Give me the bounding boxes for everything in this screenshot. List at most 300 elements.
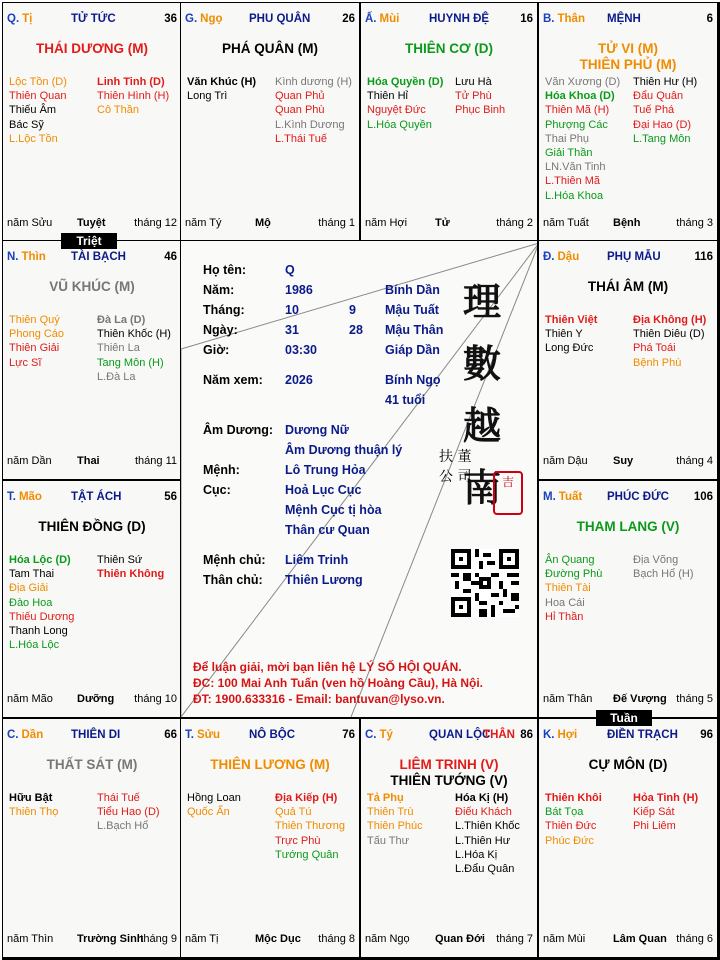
minor-star: L.Thiên Mã xyxy=(545,175,601,188)
qr-code xyxy=(451,549,519,617)
palace-name: NÔ BỘC xyxy=(249,729,295,741)
minor-star: Địa Kiếp (H) xyxy=(275,792,338,804)
palace-position xyxy=(185,729,220,741)
minor-stars-left xyxy=(187,791,241,819)
palace-name: PHỤ MẪU xyxy=(607,251,661,263)
minor-star: Lưu Hà xyxy=(455,76,492,88)
palace-footer xyxy=(365,933,533,947)
heavenly-stem: N. xyxy=(7,251,19,263)
palace-position xyxy=(543,251,579,263)
palace-name: HUYNH ĐỆ xyxy=(429,13,490,25)
earthly-branch: Sửu xyxy=(196,729,220,741)
minor-star: Phúc Đức xyxy=(545,834,594,847)
palace-header xyxy=(7,729,177,743)
palace-cell-ti xyxy=(2,2,182,242)
main-stars xyxy=(539,519,717,535)
minor-star: Hoa Cái xyxy=(545,596,585,609)
palace-footer xyxy=(7,933,177,947)
main-star: THIÊN ĐỒNG (D) xyxy=(38,519,146,534)
minor-stars-right xyxy=(97,313,171,384)
row-am-duong: Âm Dương: Dương Nữ Âm Dương thuận lý xyxy=(203,423,403,457)
cycle-month: tháng 6 xyxy=(676,933,713,945)
minor-star: Bạch Hổ (H) xyxy=(633,568,694,581)
row-menh-chu: Mệnh chủ: Liêm Trinh xyxy=(203,553,349,567)
row-year: Năm: 1986 Bính Dần xyxy=(203,283,440,297)
palace-header xyxy=(543,251,713,265)
main-stars xyxy=(539,41,717,73)
minor-star: Hữu Bật xyxy=(9,792,53,804)
heavenly-stem: G. xyxy=(185,13,198,25)
palace-header xyxy=(185,13,355,27)
main-star: CỰ MÔN (D) xyxy=(588,757,668,772)
palace-header xyxy=(543,729,713,743)
minor-star: L.Đà La xyxy=(97,370,136,383)
row-hour: Giờ: 03:30 Giáp Dần xyxy=(203,343,440,357)
palace-name: THIÊN DI xyxy=(71,729,121,741)
earthly-branch: Thân xyxy=(557,13,585,25)
palace-footer xyxy=(365,217,533,231)
minor-stars-left xyxy=(545,313,597,356)
row-name: Họ tên: Q xyxy=(203,263,295,277)
minor-star: Thiên Sứ xyxy=(97,554,143,566)
palace-footer xyxy=(7,455,177,469)
minor-star: Đường Phù xyxy=(545,568,603,581)
minor-star: Thiên Thọ xyxy=(9,806,59,819)
minor-star: Bát Tọa xyxy=(545,806,584,819)
minor-star: Bác Sỹ xyxy=(9,118,44,131)
minor-stars-left xyxy=(545,553,602,624)
minor-star: Thiên Đức xyxy=(545,820,597,833)
calligraphy-logo: 理 數 越 南 xyxy=(463,279,502,510)
cycle-month: tháng 12 xyxy=(134,217,177,229)
cycle-month: tháng 4 xyxy=(676,455,713,467)
main-star: THIÊN LƯƠNG (M) xyxy=(210,757,330,772)
minor-star: Hóa Khoa (D) xyxy=(545,90,615,103)
life-stage: Bệnh xyxy=(613,217,641,229)
main-stars xyxy=(3,757,181,773)
main-star: THAM LANG (V) xyxy=(576,519,680,534)
minor-star: Thiếu Dương xyxy=(9,610,75,623)
minor-star: L.Tang Môn xyxy=(633,132,691,145)
main-stars xyxy=(361,41,537,57)
minor-stars-left xyxy=(9,313,64,370)
minor-star: Lực Sĩ xyxy=(9,356,42,369)
palace-cell-mao xyxy=(2,480,182,718)
palace-age-number: 66 xyxy=(164,729,177,741)
minor-star: Linh Tinh (D) xyxy=(97,76,165,88)
minor-star: Ân Quang xyxy=(545,554,595,566)
cycle-year: năm Tị xyxy=(185,933,219,945)
minor-star: L.Hóa Khoa xyxy=(545,189,604,202)
minor-star: Thiên Khốc (H) xyxy=(97,328,171,341)
minor-star: Tam Thai xyxy=(9,568,55,581)
palace-age-number: 56 xyxy=(164,491,177,503)
main-star: TỬ VI (M) xyxy=(598,41,658,56)
cycle-month: tháng 11 xyxy=(134,455,177,467)
cycle-month: tháng 7 xyxy=(496,933,533,945)
minor-stars-left xyxy=(367,75,443,132)
palace-header xyxy=(185,729,355,743)
palace-age-number: 6 xyxy=(706,13,713,25)
minor-stars-left xyxy=(9,553,74,652)
heavenly-stem: C. xyxy=(7,729,19,741)
minor-star: Đại Hao (D) xyxy=(633,118,692,131)
minor-star: Hỏa Tinh (H) xyxy=(633,792,699,804)
minor-star: Phong Cáo xyxy=(9,328,65,341)
main-star: PHÁ QUÂN (M) xyxy=(222,41,318,56)
minor-stars-right xyxy=(97,553,164,581)
heavenly-stem: B. xyxy=(543,13,555,25)
earthly-branch: Tị xyxy=(22,13,33,25)
cycle-month: tháng 10 xyxy=(134,693,177,705)
minor-star: Hóa Lộc (D) xyxy=(9,554,71,566)
palace-header xyxy=(365,729,533,743)
main-star: VŨ KHÚC (M) xyxy=(49,279,135,294)
palace-age-number: 16 xyxy=(520,13,533,25)
main-star: THÁI ÂM (M) xyxy=(587,279,669,294)
minor-star: L.Thiên Hư xyxy=(455,834,511,847)
cycle-month: tháng 9 xyxy=(140,933,177,945)
minor-star: Thiếu Âm xyxy=(9,104,57,117)
palace-position xyxy=(365,729,393,741)
cycle-year: năm Ngọ xyxy=(365,933,410,945)
main-stars xyxy=(539,279,717,295)
palace-position xyxy=(7,491,42,503)
minor-star: Thai Phụ xyxy=(545,132,590,145)
minor-star: Địa Không (H) xyxy=(633,314,707,326)
heavenly-stem: T. xyxy=(185,729,194,741)
earthly-branch: Hợi xyxy=(557,729,578,741)
earthly-branch: Mùi xyxy=(379,13,400,25)
minor-stars-left xyxy=(187,75,256,103)
minor-stars-right xyxy=(275,75,352,146)
main-stars xyxy=(361,757,537,789)
palace-header xyxy=(365,13,533,27)
palace-footer xyxy=(543,217,713,231)
minor-star: Thiên Y xyxy=(545,328,583,341)
minor-stars-left xyxy=(545,75,620,203)
life-stage: Lâm Quan xyxy=(613,933,667,945)
minor-star: Thiên Hình (H) xyxy=(97,90,170,103)
palace-cell-dau xyxy=(538,240,718,480)
cycle-year: năm Hợi xyxy=(365,217,408,229)
minor-star: Thiên La xyxy=(97,342,140,355)
minor-star: Quan Phù xyxy=(275,104,325,117)
minor-star: Thiên Không xyxy=(97,568,165,581)
minor-stars-right xyxy=(633,553,694,581)
triet-marker: Triệt xyxy=(61,233,117,249)
heavenly-stem: Đ. xyxy=(543,251,555,263)
palace-name: TẬT ÁCH xyxy=(71,491,122,503)
row-month: Tháng: 10 9 Mậu Tuất xyxy=(203,303,439,317)
palace-position xyxy=(7,251,46,263)
minor-star: Quốc Ấn xyxy=(187,806,230,819)
minor-star: Tướng Quân xyxy=(275,848,339,861)
palace-cell-suu xyxy=(180,718,360,958)
minor-star: Kình dương (H) xyxy=(275,76,352,88)
heavenly-stem: C. xyxy=(365,729,377,741)
minor-star: L.Kình Dương xyxy=(275,118,345,131)
heavenly-stem: K. xyxy=(543,729,555,741)
palace-footer xyxy=(543,693,713,707)
minor-star: Điếu Khách xyxy=(455,806,512,819)
cycle-year: năm Mùi xyxy=(543,933,586,945)
palace-name: TÀI BẠCH xyxy=(71,251,126,263)
minor-stars-right xyxy=(633,313,706,370)
palace-footer xyxy=(185,217,355,231)
minor-star: Thiên Phúc xyxy=(367,820,423,833)
heavenly-stem: T. xyxy=(7,491,16,503)
palace-header xyxy=(7,251,177,265)
minor-star: Nguyệt Đức xyxy=(367,104,426,117)
minor-star: Long Trì xyxy=(187,90,228,103)
earthly-branch: Tý xyxy=(379,729,393,741)
minor-star: Thiên Khôi xyxy=(545,792,602,804)
red-seal-stamp: 吉 xyxy=(493,471,523,515)
minor-star: L.Hóa Quyền xyxy=(367,118,432,131)
minor-star: Thiên Trù xyxy=(367,806,414,819)
minor-star: Địa Giải xyxy=(9,582,49,595)
palace-age-number: 106 xyxy=(693,491,713,503)
palace-footer xyxy=(543,455,713,469)
contact-line: Để luận giải, mời bạn liên hệ LÝ SỐ HỘI QUÁN. xyxy=(193,660,462,674)
palace-position xyxy=(7,729,43,741)
palace-name: PHÚC ĐỨC xyxy=(607,491,669,503)
earthly-branch: Dần xyxy=(21,729,44,741)
palace-cell-mui xyxy=(360,2,538,242)
minor-star: Bệnh Phù xyxy=(633,356,682,369)
minor-star: Hóa Kị (H) xyxy=(455,792,509,804)
main-star: THIÊN TƯỚNG (V) xyxy=(390,773,508,788)
minor-star: Phá Toái xyxy=(633,342,676,355)
minor-stars-right xyxy=(455,75,505,118)
minor-star: Cô Thần xyxy=(97,104,139,117)
minor-star: L.Đẩu Quân xyxy=(455,863,515,876)
tuan-marker: Tuần xyxy=(596,710,652,726)
palace-header xyxy=(7,491,177,505)
palace-footer xyxy=(7,217,177,231)
life-stage: Tử xyxy=(435,217,450,229)
palace-name: PHU QUÂN xyxy=(249,13,311,25)
life-stage: Dưỡng xyxy=(77,693,115,705)
minor-star: Phi Liêm xyxy=(633,820,676,833)
palace-footer xyxy=(7,693,177,707)
palace-header xyxy=(543,13,713,27)
minor-star: Lộc Tồn (D) xyxy=(9,76,67,88)
minor-star: Tiểu Hao (D) xyxy=(97,806,160,819)
palace-age-number: 86 xyxy=(520,729,533,741)
palace-cell-ty xyxy=(360,718,538,958)
row-menh: Mệnh: Lô Trung Hỏa xyxy=(203,463,366,477)
minor-star: Tử Phù xyxy=(455,90,492,103)
minor-star: Tang Môn (H) xyxy=(97,356,164,369)
life-stage: Tuyệt xyxy=(77,217,106,229)
palace-age-number: 26 xyxy=(342,13,355,25)
heavenly-stem: Ấ. xyxy=(365,13,377,25)
cycle-year: năm Dậu xyxy=(543,455,588,467)
minor-star: Địa Võng xyxy=(633,554,679,566)
minor-star: Thiên Hư (H) xyxy=(633,76,698,88)
palace-position xyxy=(7,13,32,25)
minor-star: Tuế Phá xyxy=(633,104,675,117)
minor-stars-left xyxy=(9,791,58,819)
minor-star: L.Hóa Lộc xyxy=(9,639,60,652)
minor-stars-right xyxy=(97,75,169,118)
row-view-year: Năm xem: 2026 Bính Ngọ xyxy=(203,373,441,387)
life-stage: Mộc Dục xyxy=(255,933,301,945)
minor-star: L.Bạch Hổ xyxy=(97,820,149,833)
minor-star: Thái Tuế xyxy=(97,792,140,804)
minor-stars-right xyxy=(275,791,345,862)
palace-footer xyxy=(543,933,713,947)
cycle-year: năm Sửu xyxy=(7,217,53,229)
life-stage: Thai xyxy=(77,455,100,467)
minor-star: Thiên Việt xyxy=(545,314,598,326)
main-star: THIÊN PHỦ (M) xyxy=(579,57,677,72)
cycle-month: tháng 1 xyxy=(318,217,355,229)
minor-star: Hồng Loan xyxy=(187,792,241,804)
palace-header xyxy=(543,491,713,505)
minor-stars-left xyxy=(367,791,423,848)
earthly-branch: Dậu xyxy=(557,251,580,263)
main-star: LIÊM TRINH (V) xyxy=(399,757,499,772)
minor-star: Tấu Thư xyxy=(367,834,410,847)
row-cuc: Cục: Hoả Lục Cục Mệnh Cục tị hòa Thân cư Quan xyxy=(203,483,382,537)
main-stars xyxy=(181,41,359,57)
row-day: Ngày: 31 28 Mậu Thân xyxy=(203,323,444,337)
main-stars xyxy=(539,757,717,773)
contact-phone-email: ĐT: 1900.633316 - Email: bantuvan@lyso.vn. xyxy=(193,692,445,706)
earthly-branch: Thìn xyxy=(21,251,46,263)
minor-star: Văn Khúc (H) xyxy=(187,76,257,88)
row-than-chu: Thân chủ: Thiên Lương xyxy=(203,573,363,587)
palace-footer xyxy=(185,933,355,947)
palace-cell-hoi xyxy=(538,718,718,958)
minor-star: Đào Hoa xyxy=(9,596,53,609)
than-marker: THÂN xyxy=(483,729,515,741)
palace-name: MỆNH xyxy=(607,13,641,25)
life-stage: Đế Vượng xyxy=(613,693,667,705)
main-star: THẤT SÁT (M) xyxy=(46,757,138,772)
calligraphy-subtitle: 扶 董 公 司 xyxy=(439,449,472,485)
palace-name: QUAN LỘC xyxy=(429,729,491,741)
cycle-month: tháng 5 xyxy=(676,693,713,705)
minor-star: Thiên Diêu (D) xyxy=(633,328,705,341)
minor-star: Trực Phù xyxy=(275,834,321,847)
palace-cell-than xyxy=(538,2,718,242)
cycle-month: tháng 3 xyxy=(676,217,713,229)
palace-cell-thin xyxy=(2,240,182,480)
minor-stars-right xyxy=(633,75,697,146)
palace-position xyxy=(543,13,585,25)
earthly-branch: Mão xyxy=(18,491,42,503)
cycle-year: năm Tý xyxy=(185,217,222,229)
minor-star: Long Đức xyxy=(545,342,594,355)
heavenly-stem: M. xyxy=(543,491,556,503)
main-star: THIÊN CƠ (D) xyxy=(404,41,493,56)
minor-stars-left xyxy=(9,75,67,146)
palace-age-number: 96 xyxy=(700,729,713,741)
minor-star: Hỉ Thần xyxy=(545,610,584,623)
palace-age-number: 36 xyxy=(164,13,177,25)
minor-star: Đẩu Quân xyxy=(633,90,684,103)
cycle-year: năm Dần xyxy=(7,455,52,467)
minor-star: L.Lộc Tồn xyxy=(9,132,58,145)
palace-position xyxy=(365,13,399,25)
main-star: THÁI DƯƠNG (M) xyxy=(36,41,148,56)
palace-age-number: 46 xyxy=(164,251,177,263)
main-stars xyxy=(3,519,181,535)
contact-address: ĐC: 100 Mai Anh Tuấn (ven hồ Hoàng Cầu), Hà Nội. xyxy=(193,676,484,690)
minor-star: Quả Tú xyxy=(275,806,312,819)
heavenly-stem: Q. xyxy=(7,13,20,25)
palace-name: ĐIỀN TRẠCH xyxy=(607,729,678,741)
life-stage: Trường Sinh xyxy=(77,933,144,945)
minor-star: Quan Phủ xyxy=(275,90,325,103)
minor-stars-left xyxy=(545,791,602,848)
palace-position xyxy=(543,729,577,741)
minor-star: Tả Phụ xyxy=(367,792,404,804)
center-info-panel: Họ tên: Q Năm: 1986 Bính Dần Tháng: 10 9 Mậu Tuất Ngày: 31 28 Mậu Thân Giờ: 03:30 Giáp Dần Năm xem: 2026 Bính Ngọ 41 tuổi Âm Dương: Dương Nữ Âm Dương thuận lý Mệnh: Lô Trung Hỏa Cục: Hoả Lục Cục Mệnh Cục tị hòa Thân cư Quan Mệnh chủ: Liêm Trinh Thân chủ: Thiên Lương 理 數 越 南 扶 董 公 司 吉 Để luận giải, mời bạn liên hệ LÝ SỐ HỘI QUÁN. ĐC: 100 Mai Anh Tuấn (ven hồ Hoàng Cầu), Hà Nội. ĐT: 1900.633316 - Email: bantuvan@lyso.vn. xyxy=(180,240,538,718)
cycle-year: năm Tuất xyxy=(543,217,589,229)
minor-star: Đà La (D) xyxy=(97,314,146,326)
minor-star: Hóa Quyền (D) xyxy=(367,76,444,88)
minor-stars-right xyxy=(97,791,160,834)
life-stage: Suy xyxy=(613,455,634,467)
cycle-month: tháng 2 xyxy=(496,217,533,229)
minor-star: Văn Xương (D) xyxy=(545,76,621,88)
cycle-year: năm Mão xyxy=(7,693,53,705)
minor-star: L.Hóa Kị xyxy=(455,848,498,861)
minor-star: Thiên Giải xyxy=(9,342,60,355)
main-stars xyxy=(3,41,181,57)
palace-cell-dan xyxy=(2,718,182,958)
contact-info xyxy=(193,659,483,707)
palace-header xyxy=(7,13,177,27)
minor-star: Thiên Quý xyxy=(9,314,60,326)
minor-star: L.Thái Tuế xyxy=(275,132,327,145)
palace-cell-tuat xyxy=(538,480,718,718)
cycle-year: năm Thân xyxy=(543,693,593,705)
main-stars xyxy=(3,279,181,295)
minor-star: Giải Thần xyxy=(545,147,593,160)
minor-star: Phượng Các xyxy=(545,118,608,131)
minor-star: Kiếp Sát xyxy=(633,806,675,819)
minor-star: Thiên Quan xyxy=(9,90,67,103)
minor-star: Phục Binh xyxy=(455,104,506,117)
cycle-year: năm Thìn xyxy=(7,933,54,945)
minor-star: Thiên Thương xyxy=(275,820,346,833)
main-stars xyxy=(181,757,359,773)
minor-stars-right xyxy=(633,791,698,834)
minor-star: Thanh Long xyxy=(9,625,68,638)
minor-star: L.Thiên Khốc xyxy=(455,820,520,833)
life-stage: Quan Đới xyxy=(435,933,485,945)
cycle-month: tháng 8 xyxy=(318,933,355,945)
minor-stars-right xyxy=(455,791,520,876)
palace-age-number: 76 xyxy=(342,729,355,741)
earthly-branch: Tuất xyxy=(558,491,583,503)
minor-star: Thiên Mã (H) xyxy=(545,104,610,117)
palace-age-number: 116 xyxy=(694,251,713,263)
life-stage: Mộ xyxy=(255,217,271,229)
minor-star: LN.Văn Tinh xyxy=(545,161,606,174)
earthly-branch: Ngọ xyxy=(200,13,223,25)
minor-star: Thiên Tài xyxy=(545,582,591,595)
minor-star: Thiên Hỉ xyxy=(367,90,408,103)
palace-cell-ngo xyxy=(180,2,360,242)
palace-position xyxy=(185,13,223,25)
